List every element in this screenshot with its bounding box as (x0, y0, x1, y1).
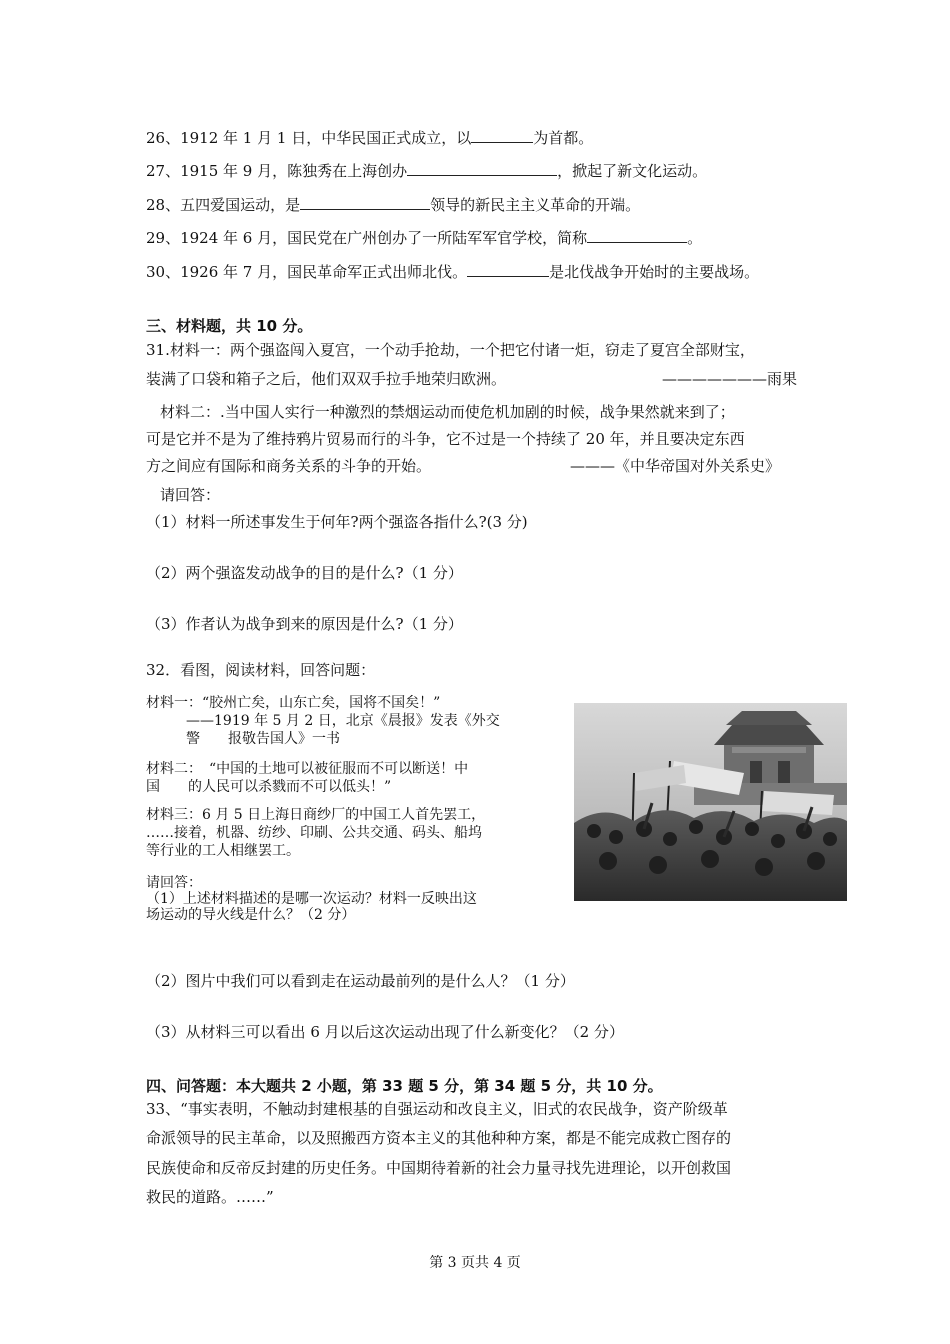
q31-sub2: （2）两个强盗发动战争的目的是什么?（1 分） (146, 564, 463, 582)
q32-prompt: 请回答： (146, 875, 202, 891)
q32-material2-b: 国 的人民可以杀戮而不可以低头！” (146, 779, 392, 795)
protest-photo-illustration (574, 703, 847, 901)
question-text: 领导的新民主主义革命的开端。 (430, 196, 641, 214)
answer-blank[interactable] (467, 262, 549, 277)
question-27 (146, 161, 707, 181)
q32-material3-b: ……接着，机器、纺纱、印刷、公共交通、码头、船坞 (146, 825, 482, 841)
question-text: 26、1912 年 1 月 1 日，中华民国正式成立，以 (146, 129, 472, 147)
answer-blank[interactable] (471, 128, 533, 143)
q31-prompt: 请回答： (160, 486, 221, 504)
question-text: 。 (687, 229, 703, 247)
q31-sub1: （1）材料一所述事发生于何年?两个强盗各指什么?(3 分) (146, 513, 528, 531)
question-text: 27、1915 年 9 月，陈独秀在上海创办 (146, 162, 408, 180)
question-30 (146, 262, 759, 282)
q32-sub3: （3）从材料三可以看出 6 月以后这次运动出现了什么新变化？（2 分） (146, 1023, 624, 1041)
q32-title: 32．看图，阅读材料，回答问题： (146, 661, 376, 679)
q32-material1-b: ——1919 年 5 月 2 日，北京《晨报》发表《外交 (186, 713, 500, 729)
question-29 (146, 228, 702, 248)
section4-heading: 四、问答题：本大题共 2 小题，第 33 题 5 分，第 34 题 5 分，共 10 分。 (146, 1077, 663, 1095)
q33-line2: 命派领导的民主革命，以及照搬西方资本主义的其他种种方案，都是不能完成救亡图存的 (146, 1129, 732, 1147)
may-fourth-protest-photo (574, 703, 847, 901)
q31-source1: ———————雨果 (662, 370, 798, 388)
q31-source2: ———《中华帝国对外关系史》 (570, 457, 781, 475)
q32-material3-a: 材料三：6 月 5 日上海日商纱厂的中国工人首先罢工， (146, 807, 486, 823)
page-footer: 第 3 页共 4 页 (429, 1255, 521, 1271)
q31-sub3: （3）作者认为战争到来的原因是什么?（1 分） (146, 615, 463, 633)
question-text: ，掀起了新文化运动。 (557, 162, 708, 180)
answer-blank[interactable] (407, 161, 557, 176)
q32-material1-c: 警 报敬告国人》一书 (186, 731, 340, 747)
answer-blank[interactable] (300, 195, 430, 210)
q31-line5: 方之间应有国际和商务关系的斗争的开始。 (146, 457, 432, 475)
q31-line4: 可是它并不是为了维持鸦片贸易而行的斗争，它不过是一个持续了 20 年，并且要决定东西 (146, 430, 745, 448)
q33-line4: 救民的道路。……” (146, 1188, 274, 1206)
q32-material2-a: 材料二： “中国的土地可以被征服而不可以断送！中 (146, 761, 469, 777)
q33-line3: 民族使命和反帝反封建的历史任务。中国期待着新的社会力量寻找先进理论，以开创救国 (146, 1159, 732, 1177)
section3-heading: 三、材料题，共 10 分。 (146, 317, 313, 335)
q32-sub1-a: （1）上述材料描述的是哪一次运动？材料一反映出这 (146, 891, 477, 907)
question-text: 30、1926 年 7 月，国民革命军正式出师北伐。 (146, 263, 468, 281)
question-26 (146, 128, 593, 148)
q31-line2: 装满了口袋和箱子之后，他们双双手拉手地荣归欧洲。 (146, 370, 507, 388)
question-text: 29、1924 年 6 月，国民党在广州创办了一所陆军军官学校，简称 (146, 229, 588, 247)
question-text: 28、五四爱国运动，是 (146, 196, 301, 214)
question-28 (146, 195, 640, 215)
q32-material3-c: 等行业的工人相继罢工。 (146, 843, 300, 859)
q33-line1: 33、“事实表明，不触动封建根基的自强运动和改良主义，旧式的农民战争，资产阶级革 (146, 1100, 728, 1118)
question-text: 为首都。 (533, 129, 594, 147)
q32-sub1-b: 场运动的导火线是什么？（2 分） (146, 907, 356, 923)
q31-line1: 31.材料一：两个强盗闯入夏宫，一个动手抢劫，一个把它付诸一炬，窃走了夏宫全部财宝， (146, 341, 755, 359)
answer-blank[interactable] (587, 228, 687, 243)
question-text: 是北伐战争开始时的主要战场。 (549, 263, 760, 281)
q32-material1-a: 材料一：“胶州亡矣，山东亡矣，国将不国矣！” (146, 695, 441, 711)
q32-sub2: （2）图片中我们可以看到走在运动最前列的是什么人？（1 分） (146, 972, 575, 990)
q31-line3: 材料二：.当中国人实行一种激烈的禁烟运动而使危机加剧的时候，战争果然就来到了； (160, 403, 735, 421)
